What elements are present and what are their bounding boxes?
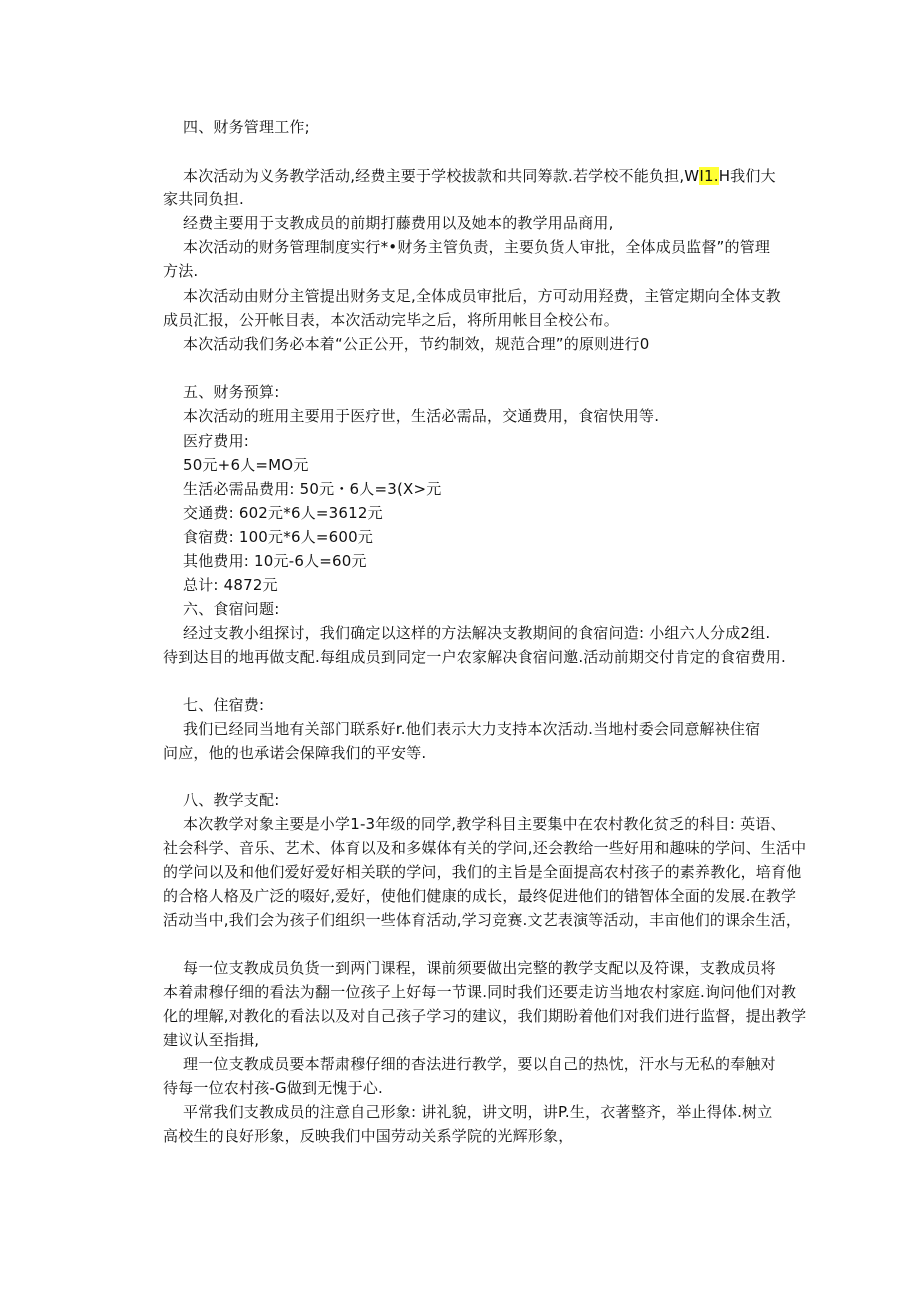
section-8-paragraph-4-line-1: 平常我们支教成员的注意自己形象: 讲礼貌，讲文明，讲P.生，衣著整齐，举止得体.树立 — [183, 1103, 773, 1121]
other-cost: 其他费用: 10元-6人=60元 — [183, 552, 367, 570]
section-8-paragraph-3-line-2: 待每一位农村孩-G做到无愧于心. — [163, 1079, 384, 1097]
section-8-paragraph-4-line-2: 高校生的良好形象，反映我们中国劳动关系学院的光辉形象， — [163, 1127, 574, 1145]
section-8-paragraph-2-line-4: 建议认至指揖, — [163, 1031, 260, 1049]
section-8-paragraph-1-line-1: 本次教学对象主要是小学1-3年级的同学,教学科目主要集中在农村教化贫乏的科目: 英语、 — [183, 815, 786, 833]
section-7-paragraph-line-1: 我们已经同当地有关部门联系好r.他们表示大力支持本次活动.当地村委会同意解袂住宿 — [183, 720, 761, 738]
food-cost: 食宿费: 100元*6人=600元 — [183, 528, 374, 546]
section-7-paragraph-line-2: 问应，他的也承诺会保障我们的平安等. — [163, 744, 427, 762]
section-8-paragraph-3-line-1: 理一位支教成员要本帮肃穆仔细的杳法进行教学，要以自己的热忱，汗水与无私的奉触对 — [183, 1055, 776, 1073]
section-4-paragraph-2: 经费主要用于支教成员的前期打藤费用以及她本的教学用品商用, — [183, 214, 614, 232]
medical-cost-calc: 50元+6人=MO元 — [183, 456, 309, 474]
section-4-paragraph-1-line-2: 家共同负担. — [163, 190, 244, 208]
section-4-paragraph-3-line-2: 方法. — [163, 262, 199, 280]
text-run: H我们大 — [718, 167, 776, 185]
living-cost: 生活必需品费用: 50元・6人=3(X>元 — [183, 480, 442, 498]
section-4-paragraph-5: 本次活动我们务必本着“公正公开，节约制效，规范合理”的原则进行0 — [183, 335, 650, 353]
section-8-paragraph-1-line-2: 社会科学、音乐、艺术、体育以及和多媒体有关的学问,还会教给一些好用和趣味的学问、生活中 — [163, 839, 807, 857]
section-5-intro: 本次活动的班用主要用于医疗世，生活必需品，交通费用，食宿快用等. — [183, 407, 660, 425]
section-8-paragraph-1-line-5: 活动当中,我们会为孩子们组织一些体育活动,学习竞赛.文艺表演等活动，丰亩他们的课余生活， — [163, 911, 802, 929]
section-8-heading: 八、教学支配: — [183, 791, 280, 809]
section-8-paragraph-1-line-4: 的合格人格及广泛的啜好,爱好，使他们健康的成长，最终促进他们的错智体全面的发展.在教学 — [163, 887, 797, 905]
section-8-paragraph-2-line-3: 化的埋解,对教化的看法以及对自己孩子学习的建议，我们期盼着他们对我们进行监督，提出教学 — [163, 1007, 807, 1025]
section-4-paragraph-1-line-1 — [183, 166, 776, 186]
transport-cost: 交通费: 602元*6人=3612元 — [183, 504, 383, 522]
section-4-heading: 四、财务管理工作; — [183, 118, 310, 136]
section-6-paragraph-line-1: 经过支教小组探讨，我们确定以这样的方法解决支教期间的食宿问造: 小组六人分成2组. — [183, 624, 771, 642]
text-run: 本次活动为义务教学活动,经费主要于学校拔款和共同筹款.若学校不能负担,W — [183, 167, 700, 185]
section-6-heading: 六、食宿问题: — [183, 600, 280, 618]
section-4-paragraph-4-line-1: 本次活动由财分主管提出财务支足,全体成员审批后，方可动用羟费，主管定期向全体支教 — [183, 287, 781, 305]
section-8-paragraph-2-line-1: 每一位支教成员负货一到两门课程，课前须要做出完整的教学支配以及符课，支教成员将 — [183, 959, 776, 977]
section-4-paragraph-3-line-1: 本次活动的财务管理制度实行*•财务主管负责，主要负货人审批，全体成员监督”的管理 — [183, 238, 771, 256]
section-4-paragraph-4-line-2: 成员汇报，公开帐目表，本次活动完毕之后，将所用帐目全校公布。 — [163, 311, 620, 329]
section-7-heading: 七、住宿费: — [183, 696, 265, 714]
medical-cost-label: 医疗费用: — [183, 432, 250, 450]
section-8-paragraph-2-line-2: 本着肃穆仔细的看法为翻一位孩子上好每一节课.同时我们还要走访当地农村家庭.询问他们对教 — [163, 983, 797, 1001]
section-5-heading: 五、财务预算: — [183, 383, 280, 401]
total-cost: 总计: 4872元 — [183, 576, 278, 594]
highlighted-text: I1. — [699, 167, 719, 185]
section-6-paragraph-line-2: 待到达目的地再做支配.每组成员到同定一户农家解决食宿问邀.活动前期交付肯定的食宿费用. — [163, 648, 786, 666]
section-8-paragraph-1-line-3: 的学问以及和他们爱好爱好相关联的学问，我们的主旨是全面提高农村孩子的素养教化，培育他 — [163, 863, 802, 881]
